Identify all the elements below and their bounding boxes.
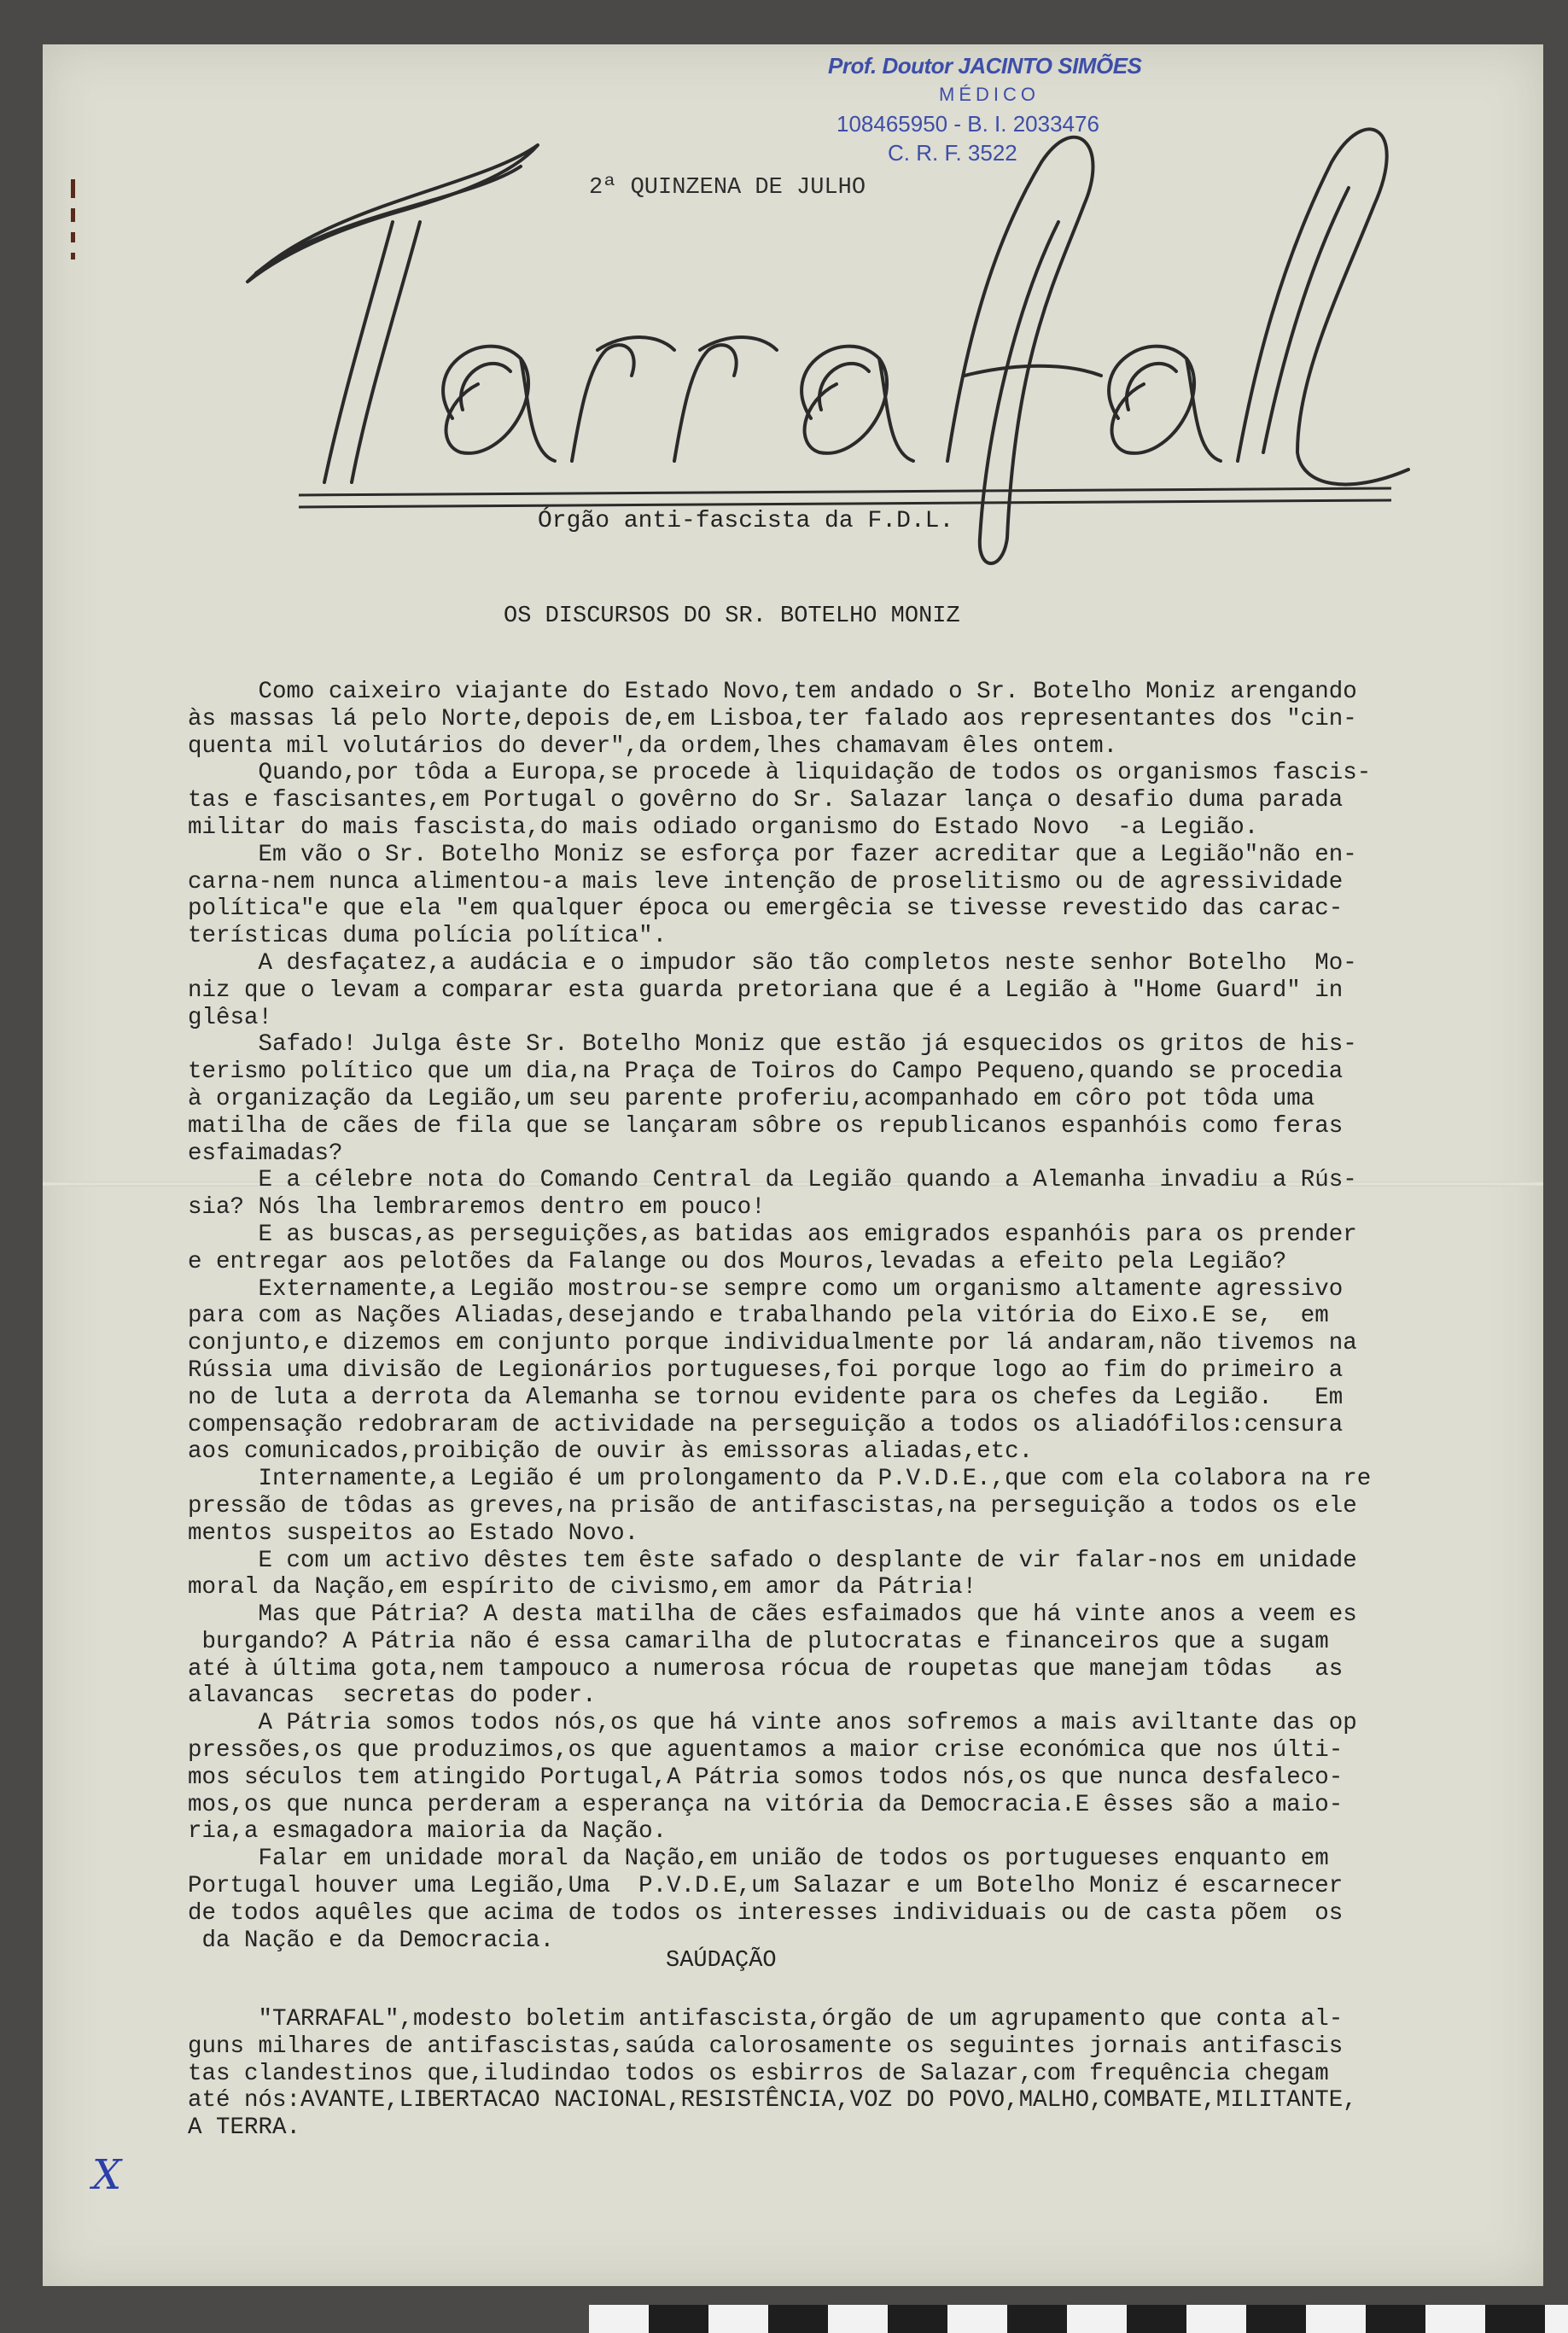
text-line: esfaimadas? — [188, 1140, 343, 1167]
stamp-crf: C. R. F. 3522 — [888, 140, 1017, 166]
text-line: compensação redobraram de actividade na perseguição a todos os aliadófilos:censura — [188, 1411, 1344, 1438]
text-line: moral da Nação,em espírito de civismo,em amor da Pátria! — [188, 1574, 977, 1601]
text-line: E com um activo dêstes tem êste safado o desplante de vir falar-nos em unidade — [188, 1547, 1357, 1574]
stamp-title: MÉDICO — [939, 84, 1040, 105]
text-line: militar do mais fascista,do mais odiado organismo do Estado Novo -a Legião. — [188, 814, 1259, 841]
salutation-title: SAÚDAÇÃO — [666, 1948, 777, 1974]
text-line: Safado! Julga êste Sr. Botelho Moniz que estão já esquecidos os gritos de his- — [188, 1031, 1357, 1059]
text-line: niz que o levam a comparar esta guarda pretoriana que é a Legião à "Home Guard" in — [188, 977, 1344, 1004]
text-line: mos,os que nunca perderam a esperança na vitória da Democracia.E êsses são a maio- — [188, 1791, 1344, 1818]
text-line: "TARRAFAL",modesto boletim antifascista,órgão de um agrupamento que conta al- — [188, 2006, 1344, 2033]
text-line: matilha de cães de fila que se lançaram sôbre os republicanos espanhóis como feras — [188, 1112, 1344, 1140]
text-line: Externamente,a Legião mostrou-se sempre como um organismo altamente agressivo — [188, 1275, 1344, 1303]
text-line: da Nação e da Democracia. — [188, 1927, 555, 1954]
text-line: E as buscas,as perseguições,as batidas aos emigrados espanhóis para os prender — [188, 1221, 1357, 1248]
text-line: Rússia uma divisão de Legionários portugueses,foi porque logo ao fim do primeiro a — [188, 1356, 1344, 1384]
text-line: para com as Nações Aliadas,desejando e trabalhando pela vitória do Eixo.E se, em — [188, 1303, 1329, 1330]
text-line: carna-nem nunca alimentou-a mais leve intenção de proselitismo ou de agressividade — [188, 868, 1344, 895]
text-line: terismo político que um dia,na Praça de Toiros do Campo Pequeno,quando se procedia — [188, 1059, 1344, 1086]
text-line: Portugal houver uma Legião,Uma P.V.D.E,um Salazar e um Botelho Moniz é escarnecer — [188, 1873, 1344, 1900]
text-line: até nós:AVANTE,LIBERTACAO NACIONAL,RESISTÊNCIA,VOZ DO POVO,MALHO,COMBATE,MILITANTE, — [188, 2087, 1357, 2114]
text-line: à organização da Legião,um seu parente proferiu,acompanhado em côro pot tôda uma — [188, 1085, 1315, 1112]
text-line: e entregar aos pelotões da Falange ou dos Mouros,levadas a efeito pela Legião? — [188, 1248, 1287, 1275]
text-line: até à última gota,nem tampouco a numerosa rócua de roupetas que manejam tôdas as — [188, 1655, 1344, 1683]
text-line: tas clandestinos que,iludindao todos os esbirros de Salazar,com frequência chegam — [188, 2060, 1329, 2087]
stamp-id: 108465950 - B. I. 2033476 — [836, 111, 1099, 137]
text-line: Falar em unidade moral da Nação,em união de todos os portugueses enquanto em — [188, 1846, 1329, 1873]
text-line: conjunto,e dizemos em conjunto porque individualmente por lá andaram,não tivemos na — [188, 1330, 1357, 1357]
article-body — [188, 679, 1425, 1954]
text-line: A Pátria somos todos nós,os que há vinte anos sofremos a mais aviltante das op — [188, 1710, 1357, 1737]
scale-ruler — [589, 2305, 1568, 2333]
pin-mark — [70, 179, 76, 261]
text-line: política"e que ela "em qualquer época ou emergêcia se tivesse revestido das carac- — [188, 895, 1344, 923]
salutation-body — [188, 2006, 1425, 2142]
text-line: pressões,os que produzimos,os que aguentamos a maior crise económica que nos últi- — [188, 1737, 1344, 1764]
text-line: mentos suspeitos ao Estado Novo. — [188, 1519, 639, 1547]
text-line: burgando? A Pátria não é essa camarilha de plutocratas e financeiros que a sugam — [188, 1628, 1329, 1655]
text-line: pressão de tôdas as greves,na prisão de antifascistas,na perseguição a todos os ele — [188, 1492, 1357, 1519]
text-line: aos comunicados,proibição de ouvir às emissoras aliadas,etc. — [188, 1438, 1034, 1466]
text-line: tas e fascisantes,em Portugal o govêrno do Sr. Salazar lança o desafio duma parada — [188, 787, 1344, 814]
stamp-name: Prof. Doutor JACINTO SIMÕES — [828, 53, 1142, 79]
text-line: Quando,por tôda a Europa,se procede à liquidação de todos os organismos fascis- — [188, 760, 1372, 787]
text-line: A desfaçatez,a audácia e o impudor são tão completos neste senhor Botelho Mo- — [188, 949, 1357, 977]
text-line: quenta mil volutários do dever",da ordem,lhes chamavam êles ontem. — [188, 732, 1118, 760]
text-line: A TERRA. — [188, 2114, 301, 2142]
text-line: às massas lá pelo Norte,depois de,em Lisboa,ter falado aos representantes dos "cin- — [188, 705, 1357, 732]
text-line: terísticas duma polícia política". — [188, 923, 667, 950]
text-line: guns milhares de antifascistas,saúda calorosamente os seguintes jornais antifascis — [188, 2033, 1344, 2060]
masthead-logo — [196, 94, 1434, 572]
text-line: glêsa! — [188, 1004, 273, 1031]
text-line: Internamente,a Legião é um prolongamento da P.V.D.E.,que com ela colabora na re — [188, 1466, 1372, 1493]
article-headline: OS DISCURSOS DO SR. BOTELHO MONIZ — [504, 604, 960, 629]
text-line: de todos aquêles que acima de todos os interesses individuais ou de casta põem os — [188, 1899, 1344, 1927]
text-line: sia? Nós lha lembraremos dentro em pouco! — [188, 1194, 766, 1222]
text-line: E a célebre nota do Comando Central da Legião quando a Alemanha invadiu a Rús- — [188, 1167, 1357, 1194]
text-line: ria,a esmagadora maioria da Nação. — [188, 1818, 667, 1846]
text-line: Mas que Pátria? A desta matilha de cães esfaimados que há vinte anos a veem es — [188, 1601, 1357, 1629]
text-line: no de luta a derrota da Alemanha se tornou evidente para os chefes da Legião. Em — [188, 1384, 1344, 1411]
text-line: mos séculos tem atingido Portugal,A Pátria somos todos nós,os que nunca desfaleco- — [188, 1764, 1344, 1791]
publication-subtitle: Órgão anti-fascista da F.D.L. — [538, 508, 954, 534]
text-line: alavancas secretas do poder. — [188, 1683, 597, 1710]
edition-label: 2ª QUINZENA DE JULHO — [589, 175, 866, 201]
text-line: Em vão o Sr. Botelho Moniz se esforça por fazer acreditar que a Legião"não en- — [188, 841, 1357, 868]
handwritten-x-mark: X — [92, 2151, 122, 2199]
text-line: Como caixeiro viajante do Estado Novo,tem andado o Sr. Botelho Moniz arengando — [188, 679, 1357, 705]
